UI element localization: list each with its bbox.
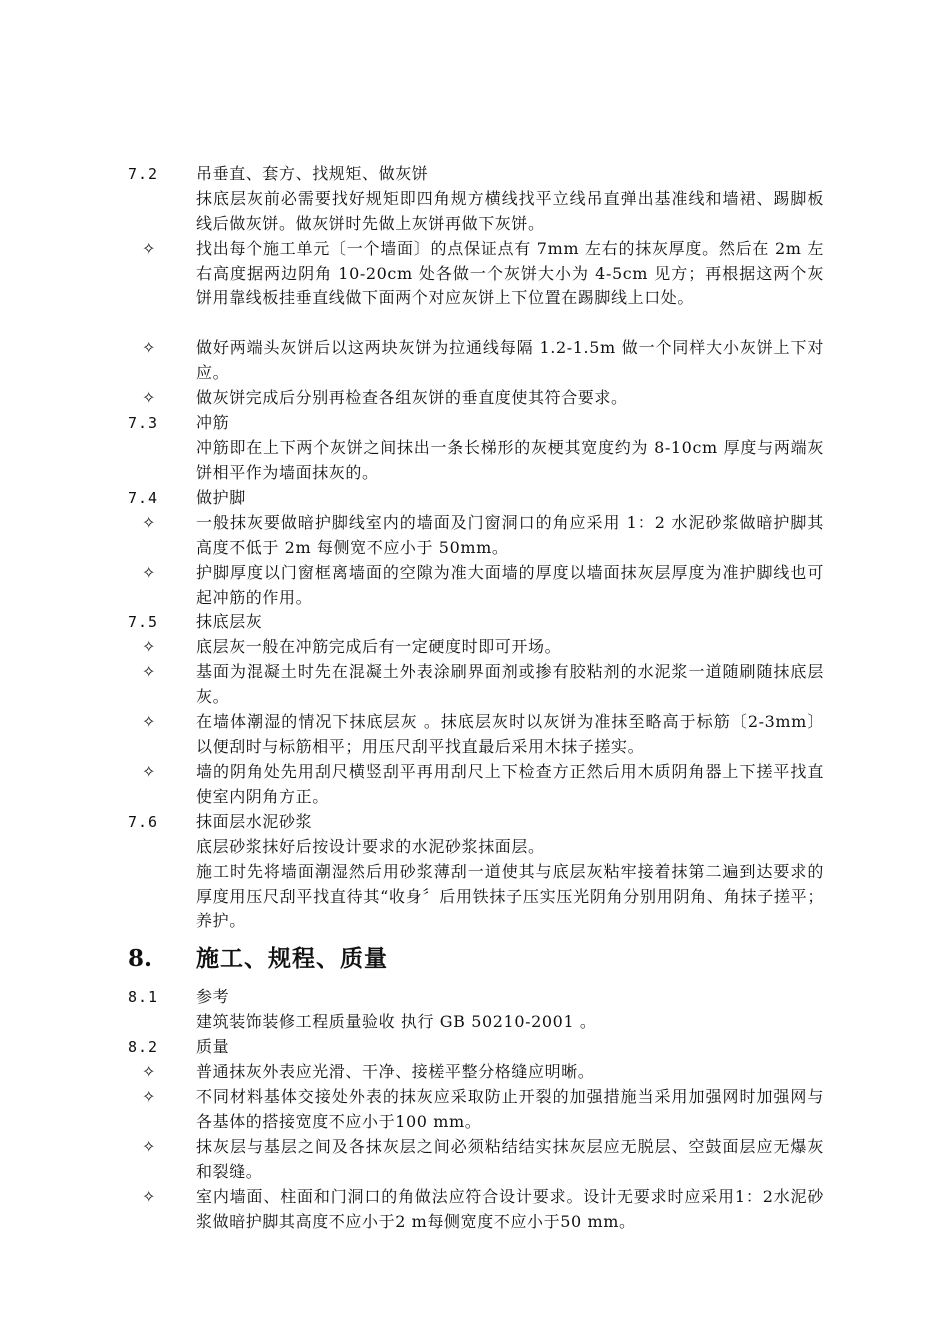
bullet-icon: ✧ — [142, 563, 156, 582]
section-number: 7.2 — [128, 165, 159, 183]
bullet-text: 底层灰一般在冲筋完成后有一定硬度时即可开场。 — [196, 637, 562, 656]
bullet-icon: ✧ — [142, 338, 156, 357]
bullet-text: 室内墙面、柱面和门洞口的角做法应符合设计要求。设计无要求时应采用1：2水泥砂浆做暗护脚其高度不应小于2 m每侧宽度不应小于50 mm。 — [196, 1187, 824, 1231]
section-title: 抹底层灰 — [196, 612, 263, 631]
paragraph: 建筑装饰装修工程质量验收 执行 GB 50210-2001 。 — [196, 1012, 597, 1031]
section-title: 吊垂直、套方、找规矩、做灰饼 — [196, 164, 429, 183]
section-title: 抹面层水泥砂浆 — [196, 812, 313, 831]
bullet-text: 在墙体潮湿的情况下抹底层灰 。抹底层灰时以灰饼为准抹至略高于标筋〔2-3mm〕以便刮时与标筋相平；用压尺刮平找直最后采用木抹子搓实。 — [196, 712, 824, 756]
bullet-text: 一般抹灰要做暗护脚线室内的墙面及门窗洞口的角应采用 1：2 水泥砂浆做暗护脚其高度不低于 2m 每侧宽不应小于 50mm。 — [196, 513, 824, 557]
bullet-text: 找出每个施工单元〔一个墙面〕的点保证点有 7mm 左右的抹灰厚度。然后在 2m 左右高度据两边阴角 10-20cm 处各做一个灰饼大小为 4-5cm 见方；再根据这两个灰饼用靠线板挂垂直线做下面两个对应灰饼上下位置在踢脚线上口处。 — [196, 239, 824, 307]
chapter-number: 8. — [128, 945, 153, 972]
bullet-text: 基面为混凝土时先在混凝土外表涂刷界面剂或掺有胶粘剂的水泥浆一道随刷随抹底层灰。 — [196, 662, 824, 706]
section-title: 做护脚 — [196, 488, 246, 507]
bullet-icon: ✧ — [142, 1062, 156, 1081]
bullet-text: 不同材料基体交接处外表的抹灰应采取防止开裂的加强措施当采用加强网时加强网与各基体的搭接宽度不应小于100 mm。 — [196, 1087, 824, 1131]
section-title: 参考 — [196, 987, 230, 1006]
section-number: 7.4 — [128, 489, 159, 507]
paragraph: 施工时先将墙面潮湿然后用砂浆薄刮一道使其与底层灰粘牢接着抹第二遍到达要求的厚度用压尺刮平找直待其“收身〞后用铁抹子压实压光阴角分别用阴角、角抹子搓平；养护。 — [196, 862, 824, 930]
bullet-text: 做好两端头灰饼后以这两块灰饼为拉通线每隔 1.2-1.5m 做一个同样大小灰饼上下对应。 — [196, 338, 824, 382]
bullet-icon: ✧ — [142, 513, 156, 532]
bullet-text: 普通抹灰外表应光滑、干净、接槎平整分格缝应明晰。 — [196, 1062, 595, 1081]
bullet-icon: ✧ — [142, 1137, 156, 1156]
bullet-icon: ✧ — [142, 1087, 156, 1106]
bullet-icon: ✧ — [142, 712, 156, 731]
bullet-text: 墙的阴角处先用刮尺横竖刮平再用刮尺上下检查方正然后用木质阴角器上下搓平找直使室内阴角方正。 — [196, 762, 824, 806]
bullet-icon: ✧ — [142, 762, 156, 781]
bullet-text: 做灰饼完成后分别再检查各组灰饼的垂直度使其符合要求。 — [196, 388, 628, 407]
section-title: 质量 — [196, 1037, 230, 1056]
chapter-title: 施工、规程、质量 — [196, 945, 388, 972]
bullet-icon: ✧ — [142, 239, 156, 258]
paragraph: 抹底层灰前必需要找好规矩即四角规方横线找平立线吊直弹出基准线和墙裙、踢脚板线后做灰饼。做灰饼时先做上灰饼再做下灰饼。 — [196, 189, 824, 233]
section-number: 8.1 — [128, 988, 159, 1006]
bullet-icon: ✧ — [142, 388, 156, 407]
bullet-text: 护脚厚度以门窗框离墙面的空隙为准大面墙的厚度以墙面抹灰层厚度为准护脚线也可起冲筋的作用。 — [196, 563, 824, 607]
bullet-icon: ✧ — [142, 1187, 156, 1206]
section-number: 7.3 — [128, 414, 159, 432]
paragraph: 底层砂浆抹好后按设计要求的水泥砂浆抹面层。 — [196, 837, 545, 856]
bullet-icon: ✧ — [142, 662, 156, 681]
section-number: 8.2 — [128, 1038, 159, 1056]
bullet-text: 抹灰层与基层之间及各抹灰层之间必须粘结结实抹灰层应无脱层、空鼓面层应无爆灰和裂缝。 — [196, 1137, 824, 1181]
bullet-icon: ✧ — [142, 637, 156, 656]
paragraph: 冲筋即在上下两个灰饼之间抹出一条长梯形的灰梗其宽度约为 8-10cm 厚度与两端灰饼相平作为墙面抹灰的。 — [196, 438, 824, 482]
section-number: 7.5 — [128, 613, 159, 631]
section-title: 冲筋 — [196, 413, 230, 432]
section-number: 7.6 — [128, 813, 159, 831]
